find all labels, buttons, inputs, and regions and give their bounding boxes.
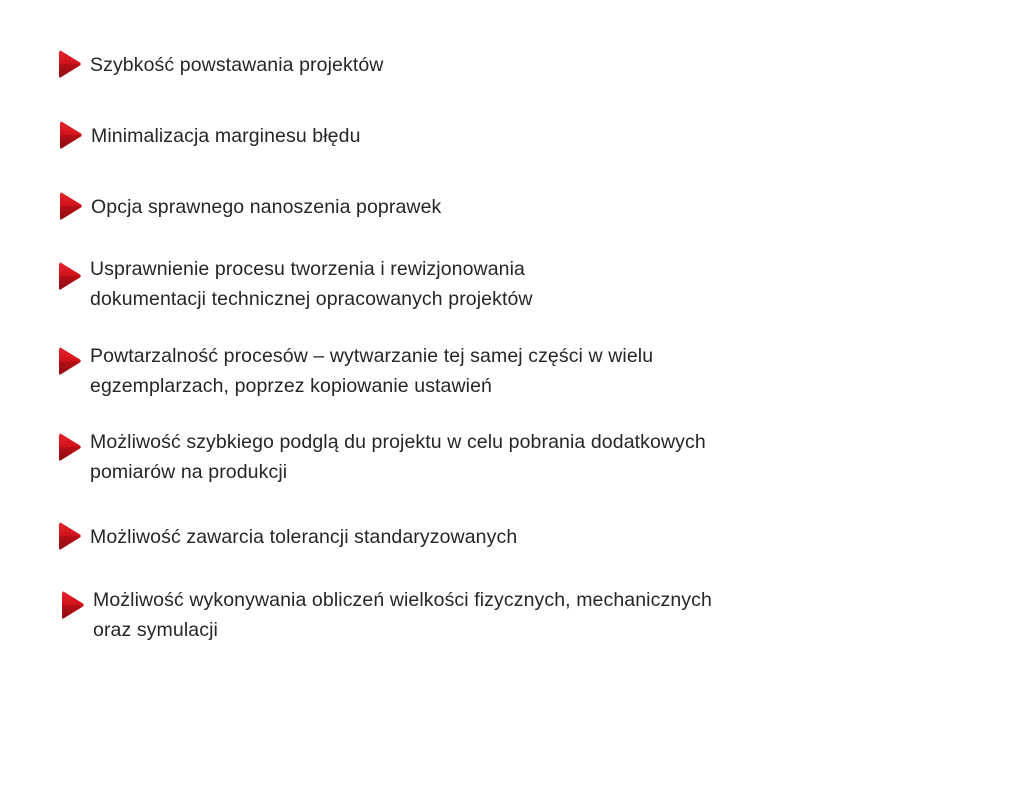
list-item (57, 341, 653, 401)
list-item (57, 50, 383, 80)
list-item-text (93, 585, 712, 645)
list-item-line: dokumentacji technicznej opracowanych projektów (90, 288, 533, 310)
play-triangle-icon (57, 48, 83, 80)
list-item (60, 585, 712, 645)
list-item-text (90, 522, 517, 552)
list-item-line: Możliwość wykonywania obliczeń wielkości fizycznych, mechanicznych (93, 589, 712, 611)
list-item-line: Opcja sprawnego nanoszenia poprawek (91, 196, 442, 218)
list-item-text (90, 341, 653, 401)
list-item-text (91, 192, 441, 222)
play-triangle-icon (57, 260, 83, 292)
list-item (58, 121, 361, 151)
list-item (57, 522, 517, 552)
list-item-text (90, 254, 533, 314)
list-item (57, 427, 706, 487)
play-triangle-icon (58, 190, 84, 222)
list-item-line: oraz symulacji (93, 619, 218, 641)
list-item-line: Powtarzalność procesów – wytwarzanie tej samej części w wielu (90, 345, 654, 367)
play-triangle-icon (57, 431, 83, 463)
list-item-line: Szybkość powstawania projektów (90, 54, 384, 76)
list-item-line: Możliwość szybkiego podglą du projektu w celu pobrania dodatkowych (90, 431, 706, 453)
list-item-line: Usprawnienie procesu tworzenia i rewizjonowania (90, 258, 525, 280)
play-triangle-icon (57, 520, 83, 552)
play-triangle-icon (60, 589, 86, 621)
list-item-text (90, 50, 383, 80)
list-item (57, 254, 533, 314)
play-triangle-icon (57, 345, 83, 377)
list-item (58, 192, 441, 222)
list-item-line: egzemplarzach, poprzez kopiowanie ustawień (90, 375, 493, 397)
list-item-text (90, 427, 706, 487)
list-item-text (91, 121, 361, 151)
list-item-line: Możliwość zawarcia tolerancji standaryzowanych (90, 526, 518, 548)
list-item-line: pomiarów na produkcji (90, 461, 288, 483)
list-item-line: Minimalizacja marginesu błędu (91, 125, 361, 147)
play-triangle-icon (58, 119, 84, 151)
